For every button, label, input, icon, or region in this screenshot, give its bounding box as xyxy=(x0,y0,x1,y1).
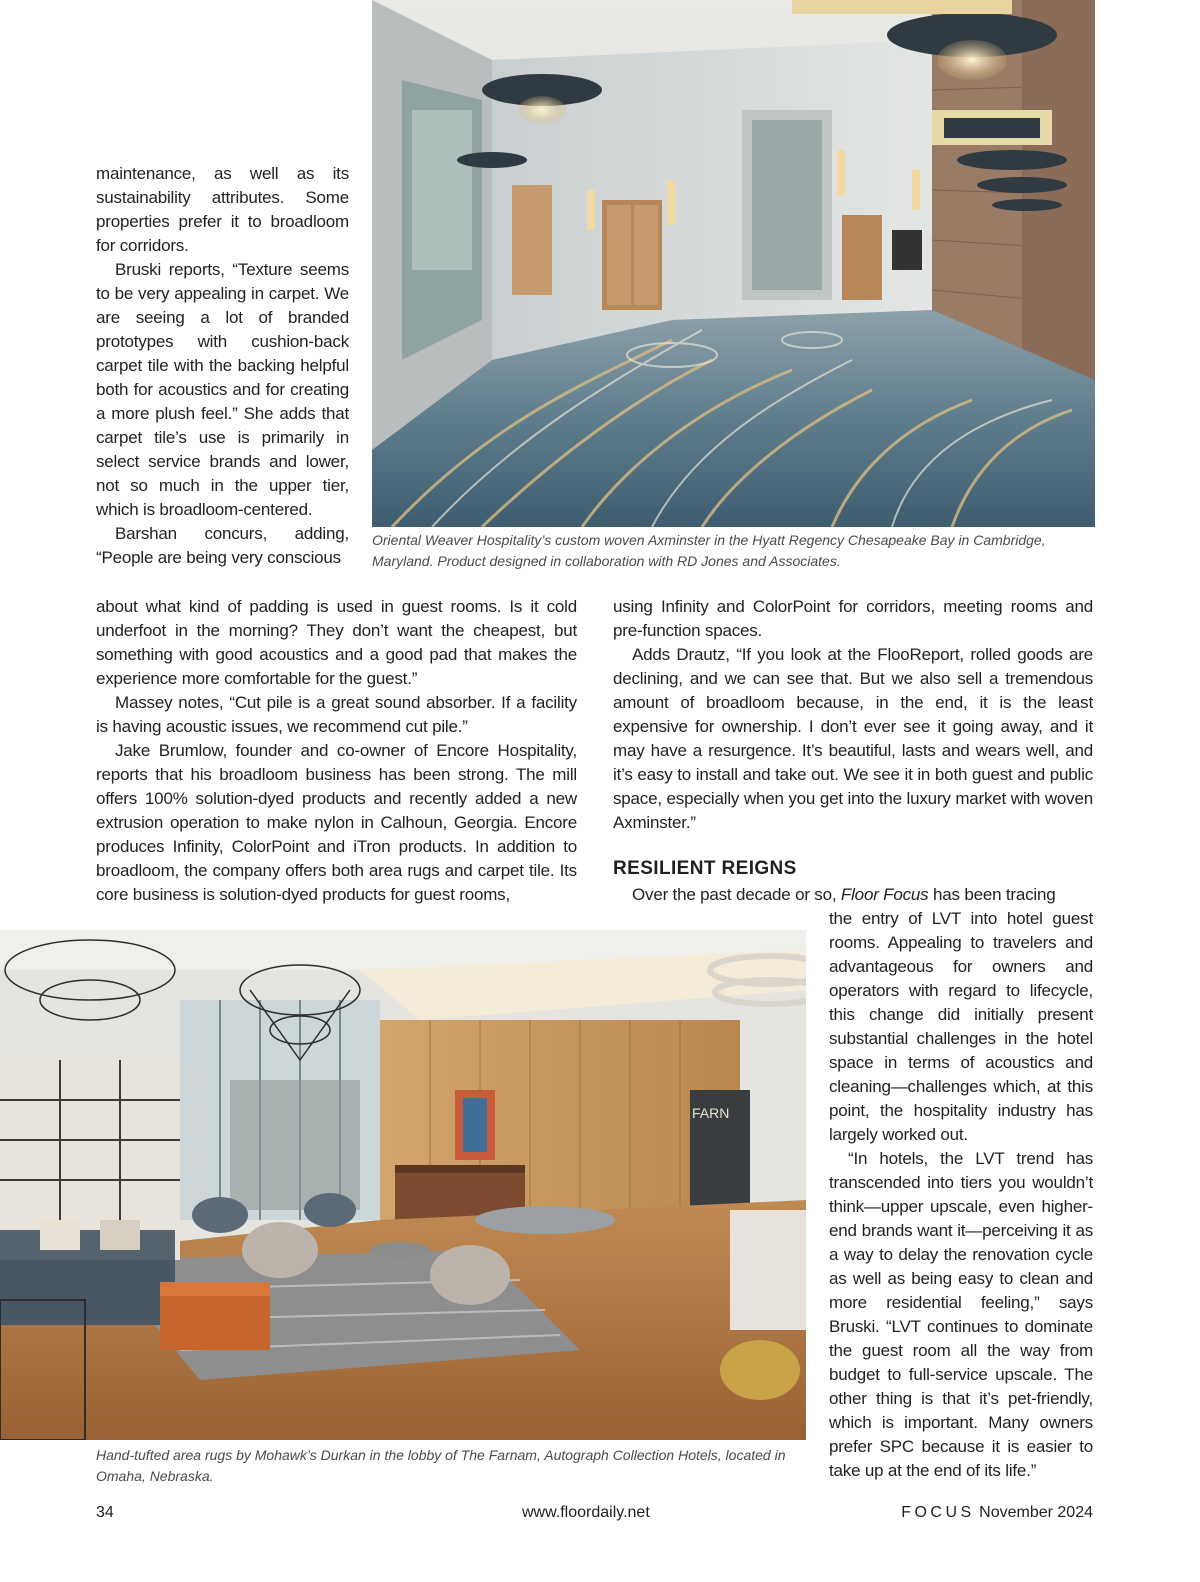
paragraph: Adds Drautz, “If you look at the FlooReport, rolled goods are declining, and we can see that. But we also sell a tremendous amount of broadloom because, in the end, it is the least expensive for ownership. I don’t ever see it going away, and it may have a resurgence. It’s beautiful, lasts and wears well, and it’s easy to install and take out. We see it in both guest and public space, especially when you get into the luxury market with woven Axminster.” xyxy=(613,645,1093,832)
lobby-photo-caption: Hand-tufted area rugs by Mohawk’s Durkan in the lobby of The Farnam, Autograph Collection Hotels, located in Omaha, Nebraska. xyxy=(96,1447,786,1484)
footer-magazine-issue xyxy=(896,1504,1093,1522)
left-column-top xyxy=(96,162,349,570)
paragraph: Massey notes, “Cut pile is a great sound absorber. If a facility is having acoustic issues, we recommend cut pile.” xyxy=(96,693,577,736)
corridor-photo xyxy=(372,0,1095,527)
section-heading: RESILIENT REIGNS xyxy=(613,858,797,879)
magazine-name: Floor Focus xyxy=(840,885,929,904)
resilient-intro xyxy=(613,883,1093,907)
resilient-column xyxy=(829,907,1093,1483)
left-column-bottom xyxy=(96,595,577,907)
paragraph: Over the past decade or so, Floor Focus has been tracing xyxy=(632,885,1056,904)
farnam-sign: FARN xyxy=(692,1105,730,1121)
paragraph: Bruski reports, “Texture seems to be very appealing in carpet. We are seeing a lot of branded prototypes with cushion-back carpet tile with the backing helpful both for acoustics and for creating a more plush feel.” She adds that carpet tile’s use is primarily in select service brands and lower, not so much in the upper tier, which is broadloom-centered. xyxy=(96,260,349,519)
website-link[interactable]: www.floordaily.net xyxy=(522,1504,650,1521)
paragraph: Jake Brumlow, founder and co-owner of Encore Hospitality, reports that his broadloom business has been strong. The mill offers 100% solution-dyed products and recently added a new extrusion operation to make nylon in Calhoun, Georgia. Encore produces Infinity, ColorPoint and iTron products. In addition to broadloom, the company offers both area rugs and carpet tile. Its core business is solution-dyed products for guest rooms, xyxy=(96,741,577,904)
paragraph: Barshan concurs, adding, “People are being very conscious xyxy=(96,524,349,567)
paragraph: using Infinity and ColorPoint for corridors, meeting rooms and pre-function spaces. xyxy=(613,597,1093,640)
paragraph: the entry of LVT into hotel guest rooms. Appealing to travelers and advantageous for owners and operators with regard to lifecycle, this change did initially present substantial challenges in the hotel space in terms of acoustics and cleaning—challenges which, at this point, the hospitality industry has largely worked out. xyxy=(829,909,1093,1144)
paragraph: maintenance, as well as its sustainability attributes. Some properties prefer it to broadloom for corridors. xyxy=(96,164,349,255)
paragraph: about what kind of padding is used in guest rooms. Is it cold underfoot in the morning? They don’t want the cheapest, but something with good acoustics and a good pad that makes the experience more comfortable for the guest.” xyxy=(96,597,577,688)
paragraph: “In hotels, the LVT trend has transcended into tiers you wouldn’t think—upper upscale, even higher-end brands want it—perceiving it as a way to delay the renovation cycle as well as being easy to clean and more residential feeling,” says Bruski. “LVT continues to dominate the guest room all the way from budget to full-service upscale. The other thing is that it’s pet-friendly, which is important. Many owners prefer SPC because it is easier to take up at the end of its life.” xyxy=(829,1149,1093,1480)
right-column-top xyxy=(613,595,1093,835)
issue-date: November 2024 xyxy=(979,1504,1093,1521)
corridor-photo-caption: Oriental Weaver Hospitality’s custom woven Axminster in the Hyatt Regency Chesapeake Bay in Cambridge, Maryland. Product designed in collaboration with RD Jones and Associates. xyxy=(372,532,1046,569)
lobby-photo xyxy=(0,930,806,1440)
magazine-title: FOCUS xyxy=(901,1504,975,1521)
page-number: 34 xyxy=(96,1504,114,1521)
